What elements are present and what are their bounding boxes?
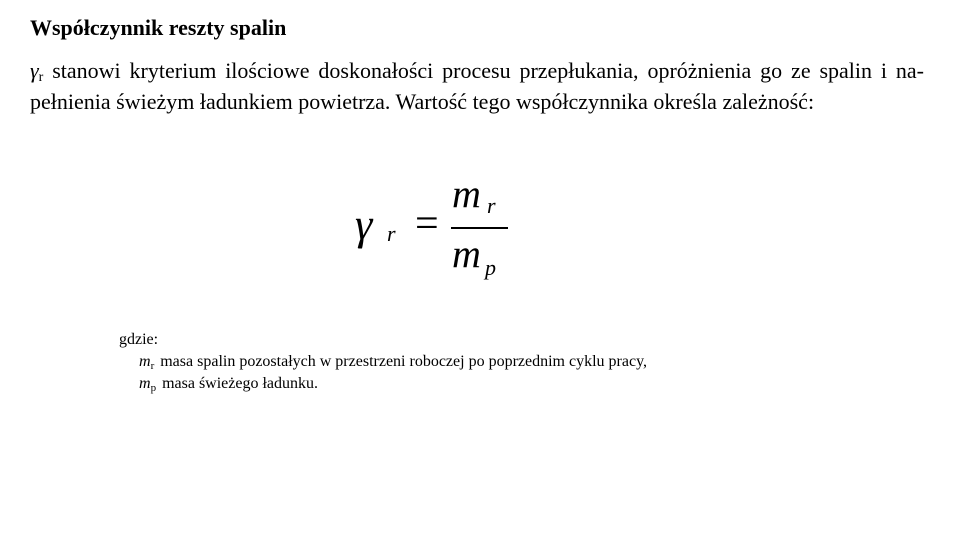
formula-numerator-subscript: r <box>487 193 496 218</box>
legend-variable: m <box>139 375 151 392</box>
legend-item <box>119 373 647 395</box>
legend-item <box>119 351 647 373</box>
legend-variable-subscript: p <box>150 382 157 394</box>
legend-heading: gdzie: <box>119 331 159 348</box>
formula-denominator: m <box>452 231 481 276</box>
legend-description: masa spalin pozostałych w przestrzeni roboczej po poprzednim cyklu pracy, <box>160 353 648 370</box>
intro-text: stanowi kryterium ilościowe doskonałości procesu przepłukania, opróżnienia go ze spalin i na-pełnienia świeżym ładunkiem powietrza. Wartość tego współczynnika określa zależność: <box>30 58 924 114</box>
fraction-bar <box>451 227 508 229</box>
legend <box>119 329 647 395</box>
formula-lhs-subscript: r <box>387 221 396 246</box>
formula <box>355 170 555 285</box>
slide-title: Współczynnik reszty spalin <box>30 15 287 40</box>
formula-numerator: m <box>452 171 481 216</box>
formula-equals-sign: = <box>415 201 439 247</box>
gamma-symbol: γ <box>30 58 39 83</box>
legend-description: masa świeżego ładunku. <box>162 375 319 392</box>
formula-lhs-symbol: γ <box>355 200 373 249</box>
formula-denominator-subscript: p <box>485 255 496 280</box>
legend-variable-subscript: r <box>150 360 155 372</box>
intro-paragraph <box>30 55 924 117</box>
legend-variable: m <box>139 353 151 370</box>
gamma-subscript: r <box>38 70 44 85</box>
